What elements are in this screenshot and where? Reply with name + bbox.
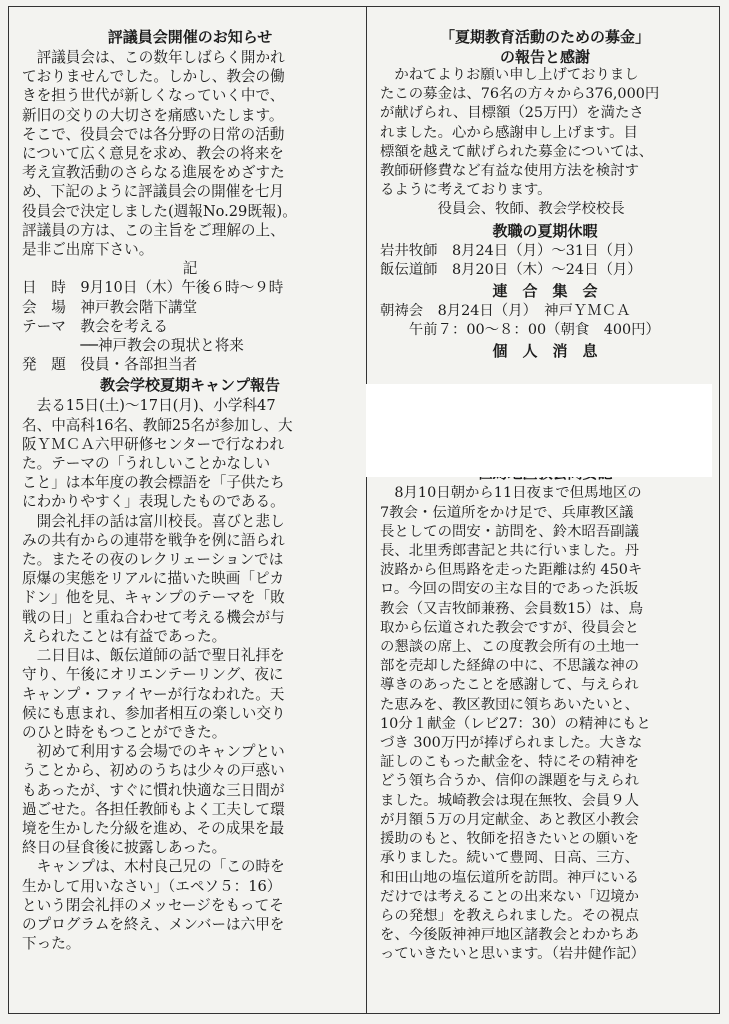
text-line: た。またその夜のレクリェーションでは <box>22 551 284 569</box>
text-line: 7教会・伝道所をかけ足で、兵庫教区議 <box>380 504 634 521</box>
council-meeting-title: 評議員会開催のお知らせ <box>107 28 273 46</box>
text-line: 戦の日」と重ね合わせて考える機会が与 <box>22 608 285 626</box>
text-line: にわかりやすく」表現したものである。 <box>22 493 285 511</box>
text-line: キャンプは、木村良己兄の「この時を <box>22 858 285 876</box>
text-line: 二日目は、飯伝道師の話で聖日礼拝を <box>22 647 285 665</box>
text-line: 候にも恵まれ、参加者相互の楽しい交り <box>22 704 286 722</box>
text-line: た。テーマの「うれしいことかなしい <box>22 455 271 473</box>
redacted-block <box>366 384 712 477</box>
text-line: 長としての問安・訪問を、鈴木昭吾副議 <box>380 523 640 540</box>
summer-vacation-body <box>380 242 710 280</box>
text-line: 境を生かした分級を進め、その成果を最 <box>22 819 285 837</box>
text-line: 教師研修費など有益な使用方法を検討す <box>380 163 640 180</box>
text-line: もあったが、すぐに慣れ快適な三日間が <box>22 781 285 799</box>
text-line: のひと時をもつことができた。 <box>22 723 227 741</box>
text-line: れました。心から感謝申し上げます。目 <box>380 124 638 141</box>
text-line: ておりませんでした。しかし、教会の働 <box>22 68 285 86</box>
right-column <box>380 26 710 965</box>
detail-line: 日 時 9月10日（木）午後６時〜９時 <box>22 279 284 297</box>
text-line: こと」は本年度の教会標語を「子供たち <box>22 474 285 492</box>
text-line: ロ。今回の問安の主な目的であった浜坂 <box>380 581 639 598</box>
text-line: 新旧の交りの大切さを痛感いたします。 <box>22 106 284 124</box>
text-line: キャンプ・ファイヤーが行なわれた。天 <box>22 685 285 703</box>
text-line: 終日の昼食後に披露しあった。 <box>22 839 227 857</box>
text-line: らの発想」を教えられました。その視点 <box>380 907 640 924</box>
text-line: を、今後阪神神戸地区諸教会とわかちあ <box>380 927 640 944</box>
text-line: 役員会で決定しました(週報No.29既報)。 <box>22 202 297 220</box>
text-line: 標額を越えて献げられた募金については、 <box>380 143 654 160</box>
fundraising-title-2: の報告と感謝 <box>499 48 590 66</box>
personal-news-title: 個 人 消 息 <box>492 342 598 361</box>
text-line: が月額５万の月定献金、あと教区小教会 <box>380 811 640 828</box>
text-line: 守り、午後にオリエンテーリング、夜に <box>22 666 284 684</box>
text-line: 導きのあったことを感謝して、与えられ <box>380 677 639 694</box>
text-line: 下った。 <box>22 935 81 953</box>
text-line: 8月10日朝から11日夜まで但馬地区の <box>380 485 642 502</box>
text-line: 部を売却した経緯の中に、不思議な神の <box>380 658 640 675</box>
text-line: 10分１献金（レビ27：30）の精神にもと <box>380 715 651 732</box>
text-line: かねてよりお願い申し上げておりまし <box>380 67 639 83</box>
vacation-line: 飯伝道師 8月20日（木）〜24日（月） <box>380 261 642 278</box>
text-line: 名、中高科16名、教師25名が参加し、大 <box>22 416 293 434</box>
text-line: 開会礼拝の話は富川校長。喜びと悲し <box>22 512 285 530</box>
text-line: 援助のもと、牧師を招きたいとの願いを <box>380 831 640 848</box>
signature-line: 役員会、牧師、教会学校校長 <box>380 201 625 218</box>
text-line: きを担う世代が新しくなっていく中で、 <box>22 87 285 105</box>
meeting-line: 午前７：00〜８：00（朝食 400円） <box>380 322 660 339</box>
ki-label: 記 <box>182 260 198 278</box>
council-meeting-body <box>22 48 358 259</box>
text-line: そこで、役員会では各分野の日常の活動 <box>22 125 285 143</box>
fundraising-title-1: 「夏期教育活動のための募金」 <box>439 28 650 46</box>
text-line: た恵みを、教区教団に領ちあいたいと、 <box>380 696 640 713</box>
text-line: 評議員の方は、この主旨をご理解の上、 <box>22 221 285 239</box>
column-divider <box>366 6 367 1014</box>
text-line: 過ごせた。各担任教師もよく工夫して環 <box>22 800 285 818</box>
detail-line: 発 題 役員・各部担当者 <box>22 356 198 374</box>
joint-meeting-body <box>380 302 710 340</box>
text-line: 承りました。続いて豊岡、日高、三方、 <box>380 850 640 867</box>
left-column <box>22 26 358 953</box>
text-line: 生かして用いなさい」（エペソ５：16） <box>22 877 282 895</box>
text-line: っていきたいと思います。（岩井健作記） <box>380 946 646 963</box>
text-line: どう領ち合うか、信仰の課題を与えられ <box>380 773 640 790</box>
detail-line: 会 場 神戸教会階下講堂 <box>22 298 198 316</box>
text-line: えられたことは有益であった。 <box>22 627 227 645</box>
fundraising-body <box>380 66 710 220</box>
text-line: たこの募金は、76名の方々から376,000円 <box>380 86 660 103</box>
text-line: 是非ご出席下さい。 <box>22 241 154 259</box>
text-line: 波路から但馬路を走った距離は約 450キ <box>380 562 643 579</box>
text-line: 和田山地の塩伝道所を訪問。神戸にいる <box>380 869 640 886</box>
text-line: が献げられ、目標額（25万円）を満たさ <box>380 105 644 122</box>
text-line: うことから、初めのうちは少々の戸惑い <box>22 762 285 780</box>
detail-line: ──神戸教会の現状と将来 <box>22 337 244 355</box>
text-line: 考え宣教活動のさらなる進展をめざすた <box>22 164 285 182</box>
detail-line: テーマ 教会を考える <box>22 317 168 335</box>
text-line: 原爆の実態をリアルに描いた映画「ピカ <box>22 570 285 588</box>
text-line: 教会（又吉牧師兼務、会員数15）は、鳥 <box>380 600 643 617</box>
text-line: という閉会礼拝のメッセージをもってそ <box>22 896 284 914</box>
text-line: について広く意見を求め、教会の将来を <box>22 145 284 163</box>
meeting-line: 朝祷会 8月24日（月） 神戸ＹＭＣＡ <box>380 303 631 320</box>
summer-camp-body <box>22 396 358 953</box>
text-line: のプログラムを終え、メンバーは六甲を <box>22 915 285 933</box>
summer-vacation-title: 教職の夏期休暇 <box>492 221 598 240</box>
text-line: みの共有からの連帯を戦争を例に語られ <box>22 531 285 549</box>
text-line: づき 300万円が捧げられました。大きな <box>380 735 643 752</box>
text-line: 阪ＹＭＣＡ六甲研修センターで行なわれ <box>22 435 285 453</box>
vacation-line: 岩井牧師 8月24日（月）〜31日（月） <box>380 242 642 259</box>
joint-meeting-title: 連 合 集 会 <box>492 282 598 301</box>
meeting-details <box>22 278 358 374</box>
text-line: 去る15日(土)〜17日(月)、小学科47 <box>22 397 276 415</box>
text-line: だけでは考えることの出来ない「辺境か <box>380 888 640 905</box>
tajima-visit-body <box>380 484 710 964</box>
text-line: 評議員会は、この数年しばらく開かれ <box>22 49 285 66</box>
text-line: 証しのこもった献金を、特にその精神を <box>380 754 640 771</box>
text-line: 初めて利用する会場でのキャンプとい <box>22 743 285 761</box>
text-line: 長、北里秀郎書記と共に行いました。丹 <box>380 543 640 560</box>
text-line: るように考えております。 <box>380 182 552 199</box>
text-line: ドン」他を見、キャンプのテーマを「敗 <box>22 589 285 607</box>
text-line: ました。城崎教会は現在無牧、会員９人 <box>380 792 640 809</box>
text-line: め、下記のように評議員会の開催を七月 <box>22 183 285 201</box>
text-line: の懇談の席上、この度教会所有の土地一 <box>380 639 640 656</box>
text-line: 取から伝道された教会ですが、役員会と <box>380 619 640 636</box>
summer-camp-title: 教会学校夏期キャンプ報告 <box>99 376 280 395</box>
